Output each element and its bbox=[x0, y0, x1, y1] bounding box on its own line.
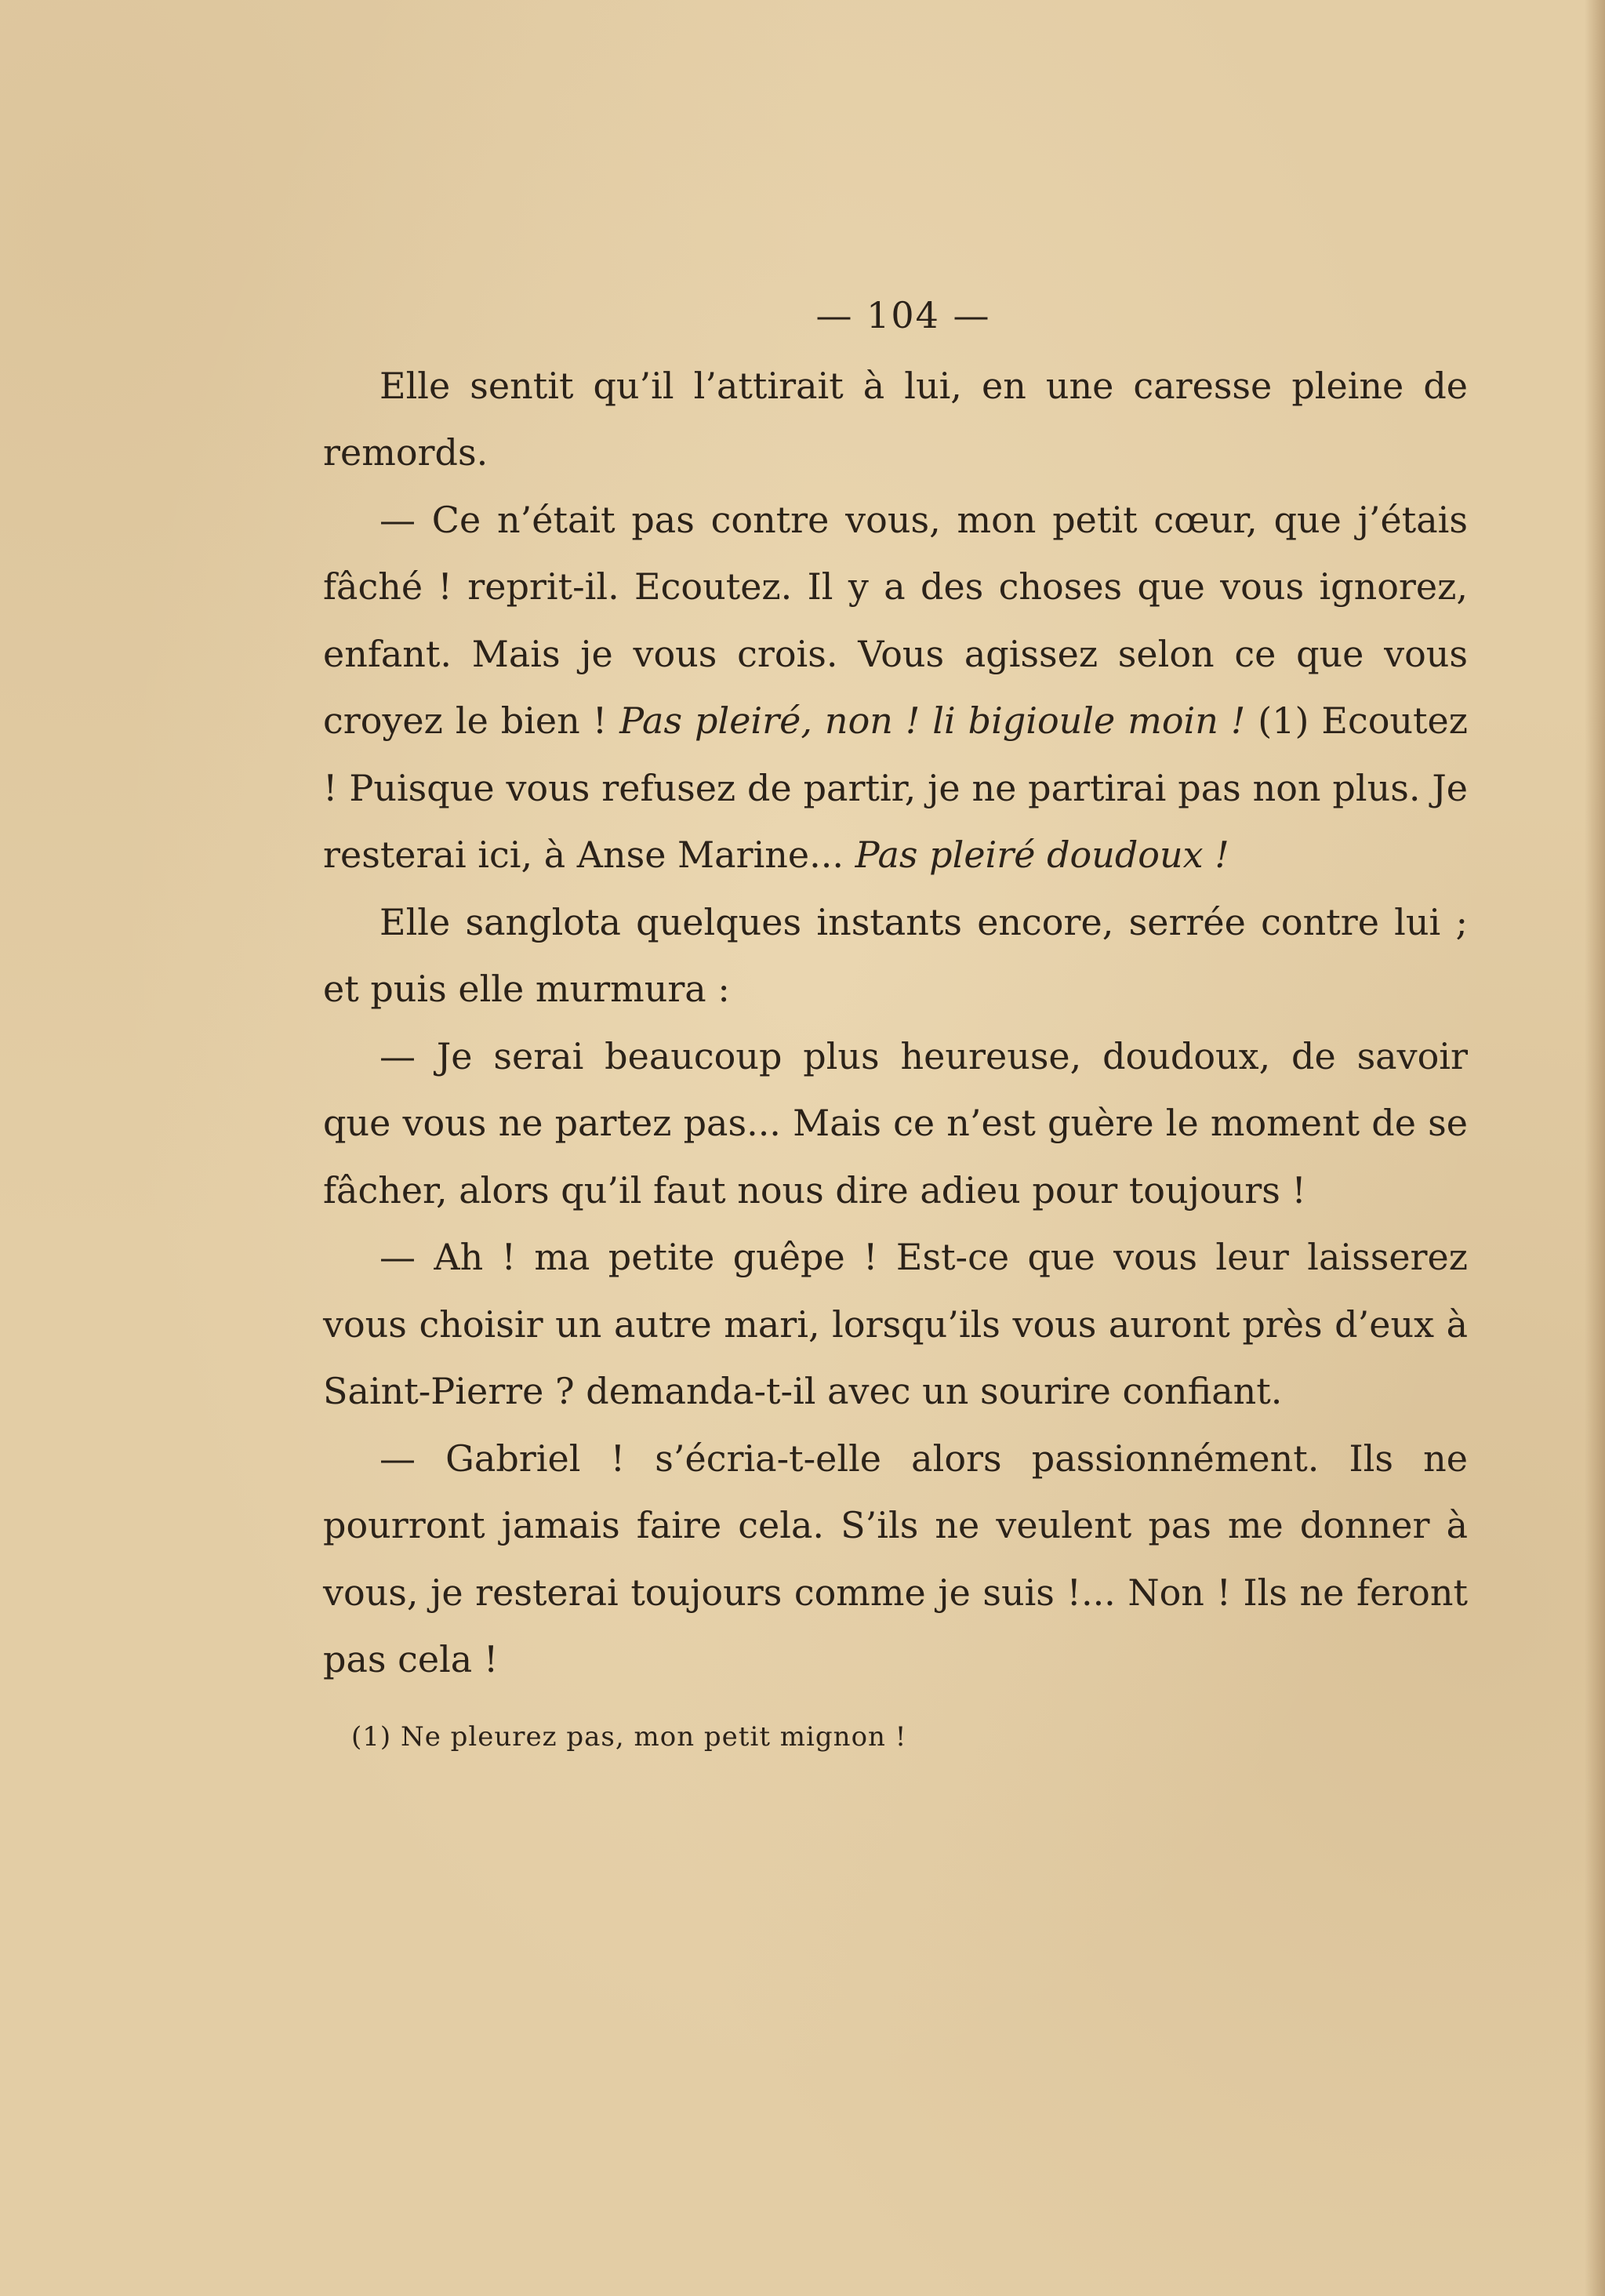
text-segment: Elle sanglota quelques instants encore, serrée contre lui ; et puis elle murmura : bbox=[323, 900, 1468, 1010]
text-segment: — Ce n’était pas contre vous, mon petit cœur, que j’étais fâché ! reprit-il. Ecoutez. Il y a des choses que vous ignorez, enfant. Mais je vous crois. Vous agissez selon ce que vous croyez le bien ! bbox=[323, 498, 1468, 742]
paragraph bbox=[323, 1224, 1468, 1426]
text-segment: — Gabriel ! s’écria-t-elle alors passionnément. Ils ne pourront jamais faire cela. S’ils ne veulent pas me donner à vous, je resterai toujours comme je suis !... Non ! Ils ne feront pas cela ! bbox=[323, 1437, 1468, 1680]
paragraph bbox=[323, 1023, 1468, 1225]
page-number: — 104 — bbox=[815, 294, 991, 336]
page-body bbox=[323, 282, 1468, 1757]
creole-phrase: Pas pleiré, non ! li bigioule moin ! bbox=[619, 699, 1246, 742]
paragraph bbox=[323, 889, 1468, 1023]
text-segment: Elle sentit qu’il l’attirait à lui, en une caresse pleine de remords. bbox=[323, 364, 1468, 474]
creole-phrase: Pas pleiré doudoux ! bbox=[855, 834, 1229, 876]
paragraph bbox=[323, 353, 1468, 487]
paragraph bbox=[323, 1426, 1468, 1694]
paragraph bbox=[323, 487, 1468, 889]
paragraph-list bbox=[323, 353, 1468, 1694]
footnote: (1) Ne pleurez pas, mon petit mignon ! bbox=[351, 1720, 907, 1753]
text-segment: — Ah ! ma petite guêpe ! Est-ce que vous leur laisserez vous choisir un autre mari, lorsqu’ils vous auront près d’eux à Saint-Pierre ? demanda-t-il avec un sourire confiant. bbox=[323, 1236, 1468, 1412]
text-segment: — Je serai beaucoup plus heureuse, doudoux, de savoir que vous ne partez pas... Mais ce n’est guère le moment de se fâcher, alors qu’il faut nous dire adieu pour toujours ! bbox=[323, 1034, 1468, 1212]
text-segment: (1) Ecoutez ! Puisque vous refusez de partir, je ne partirai pas non plus. Je resterai ici, à Anse Marine... bbox=[323, 699, 1468, 876]
